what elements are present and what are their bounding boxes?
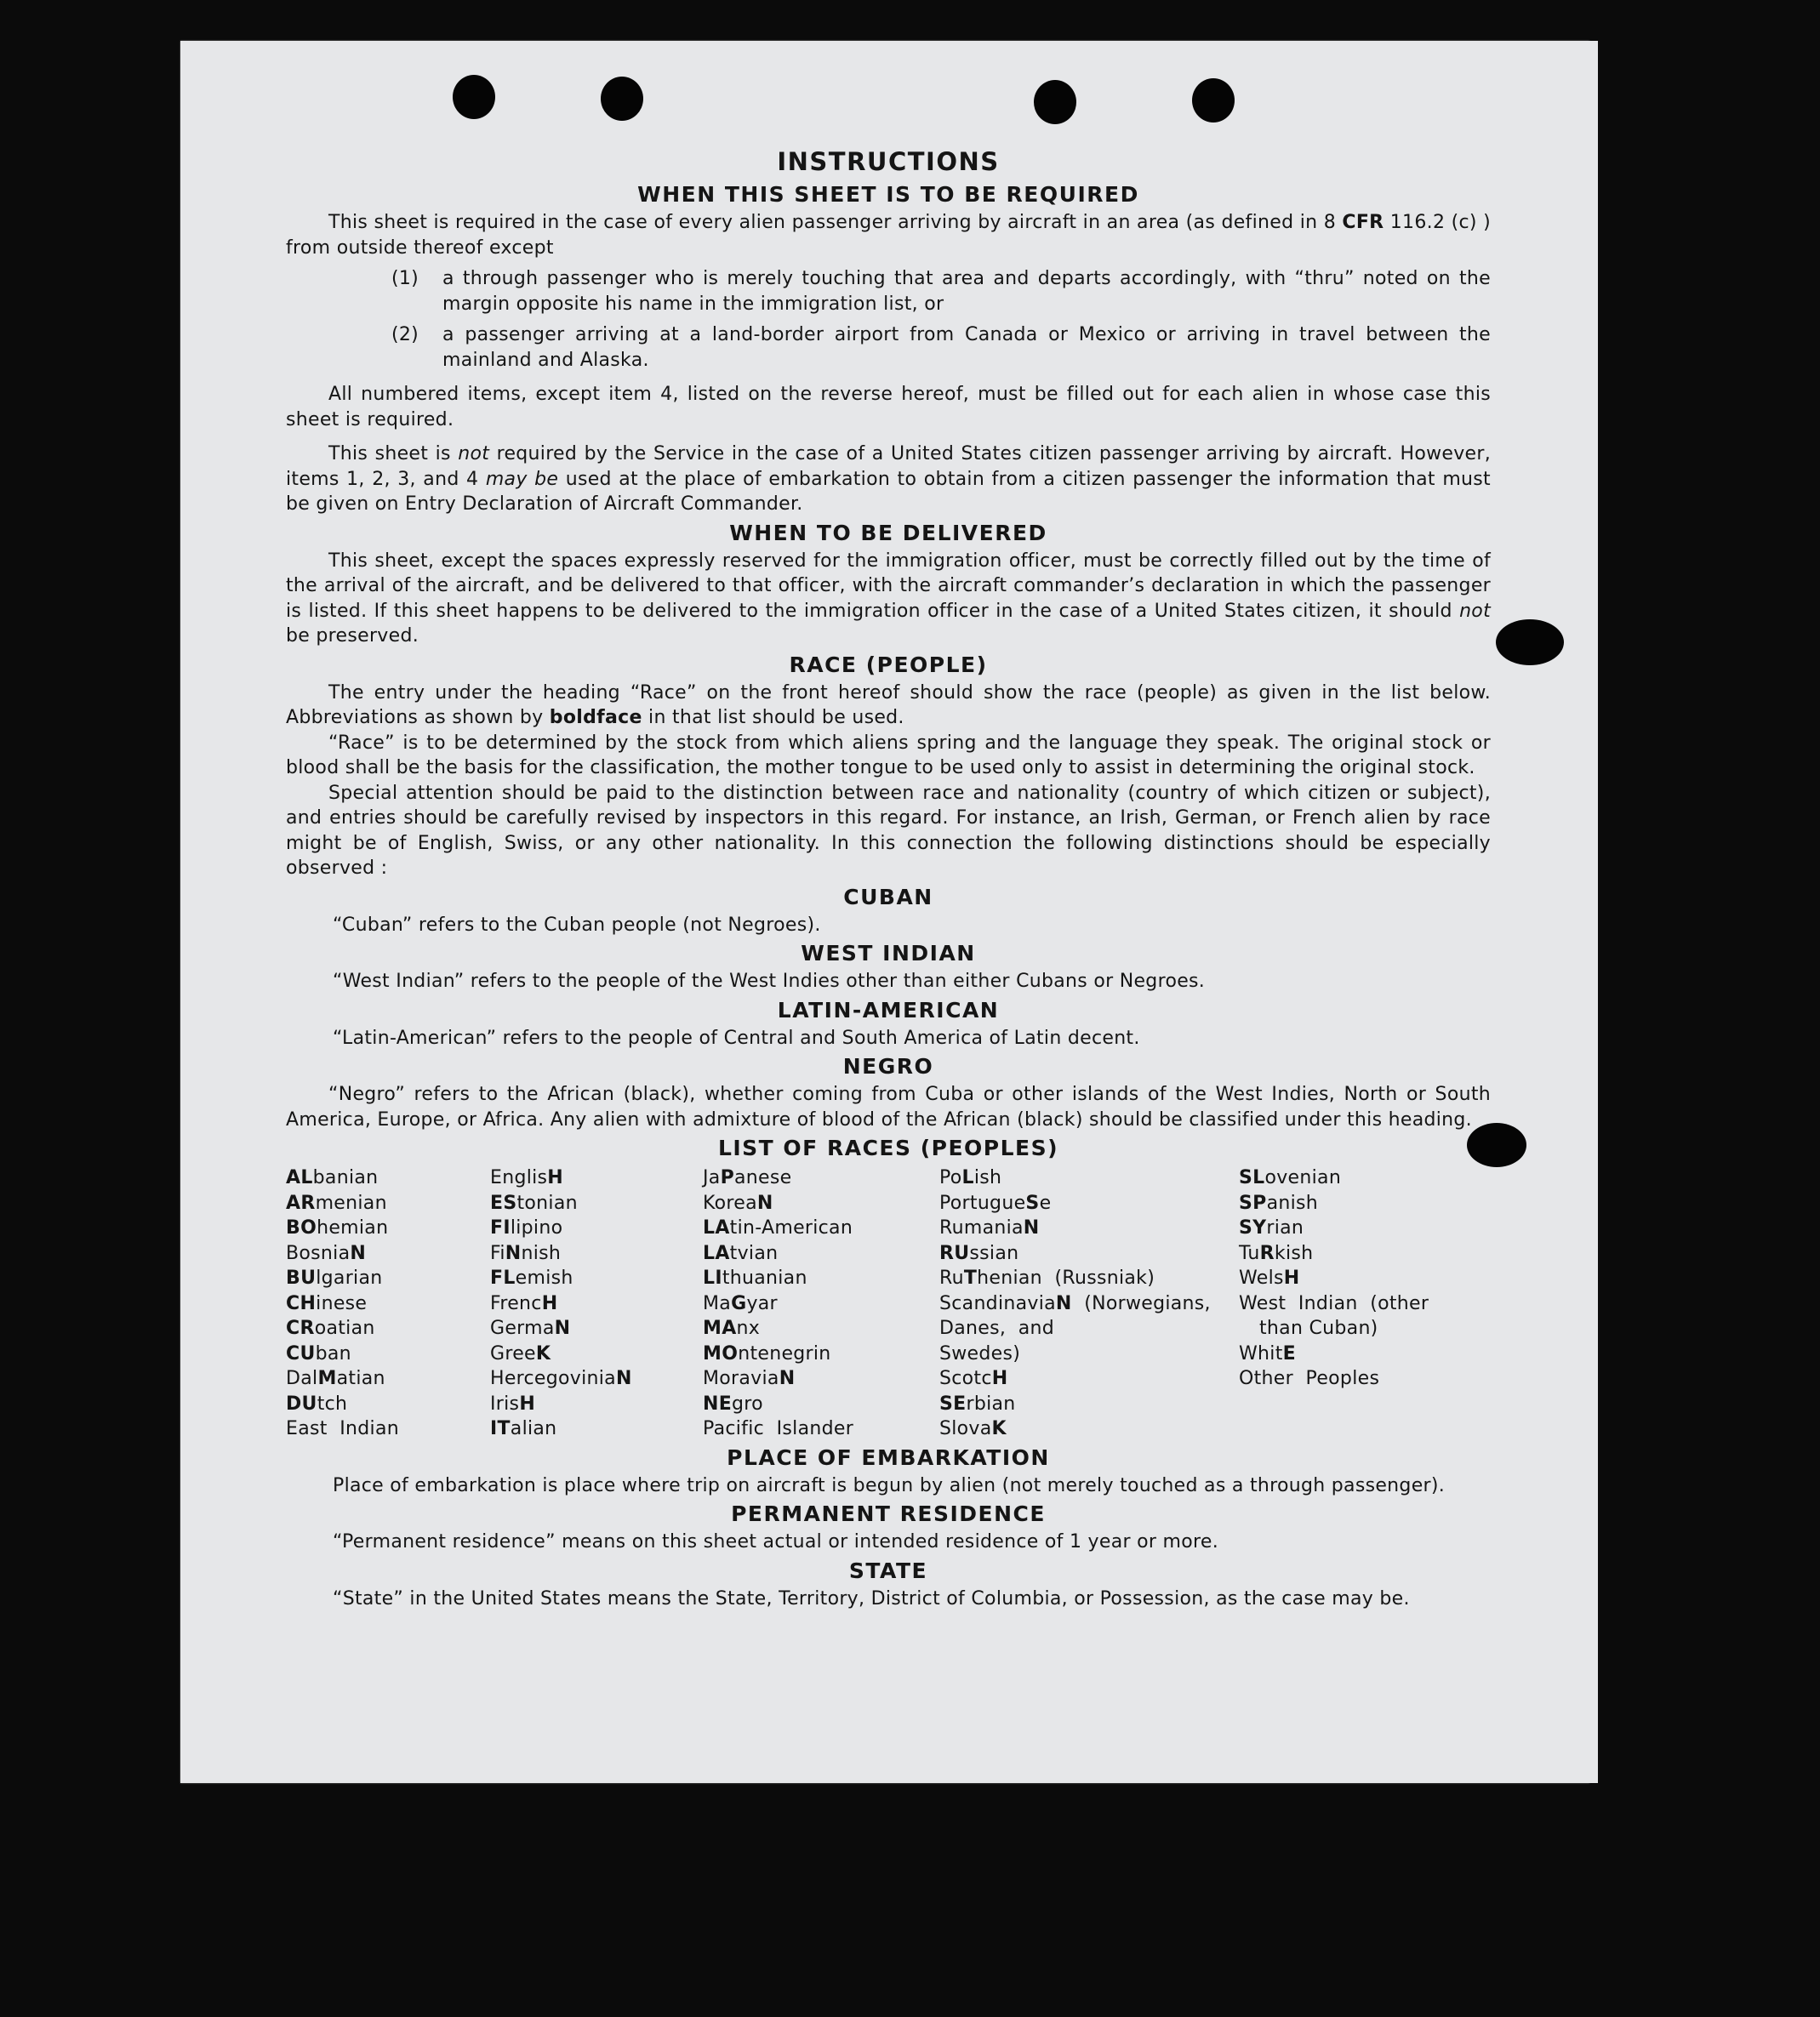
race-text: than Cuban) — [1259, 1318, 1378, 1339]
race-entry — [939, 1416, 1239, 1442]
item-text: a through passenger who is merely touching that area and departs accordingly, with “thru” noted on the margin opposite his name in the immigration list, or — [442, 268, 1491, 315]
paragraph: “Latin-American” refers to the people of Central and South America of Latin decent. — [333, 1027, 1140, 1049]
race-text: Gree — [490, 1342, 536, 1365]
race-text: West Indian (other — [1239, 1292, 1429, 1314]
race-text: Germa — [490, 1318, 555, 1339]
race-abbreviation: MA — [703, 1318, 737, 1339]
paragraph: Place of embarkation is place where trip on aircraft is begun by alien (not merely touched as a through passenger). — [333, 1474, 1446, 1496]
races-column — [490, 1165, 703, 1442]
text-bold: CFR — [1342, 212, 1384, 233]
race-entry — [703, 1191, 939, 1216]
race-text: oatian — [314, 1318, 375, 1339]
paragraph: “Permanent residence” means on this sheet actual or intended residence of 1 year or more. — [333, 1531, 1218, 1553]
race-entry — [703, 1241, 939, 1267]
punch-hole — [601, 77, 643, 121]
race-abbreviation: H — [547, 1167, 564, 1188]
race-entry — [286, 1241, 490, 1267]
list-item — [391, 266, 1491, 316]
punch-hole — [1034, 80, 1076, 124]
paragraph — [286, 210, 1491, 260]
race-entry — [490, 1392, 703, 1417]
section-heading-negro: NEGRO — [842, 1054, 934, 1079]
race-entry — [286, 1416, 490, 1442]
text: be preserved. — [286, 625, 419, 647]
race-abbreviation: H — [991, 1368, 1008, 1389]
ink-blot — [1496, 619, 1564, 665]
race-text: henian (Russniak) — [977, 1268, 1155, 1289]
race-abbreviation: LI — [703, 1268, 722, 1289]
race-text: Whit — [1239, 1342, 1283, 1365]
section-heading-west-indian: WEST INDIAN — [801, 941, 976, 966]
race-text: Bosnia — [286, 1242, 351, 1264]
section-heading-residence: PERMANENT RESIDENCE — [731, 1501, 1046, 1526]
text: This sheet, except the spaces expressly reserved for the immigration officer, must be correctly filled out by the time of the arrival of the aircraft, and be delivered to that officer, with the aircraft commander’s declaration in which the passenger is listed. If this sheet happens to be delivered to the immigration officer in the case of a United States citizen, it should — [286, 550, 1491, 622]
race-abbreviation: P — [720, 1167, 735, 1188]
race-text: Dal — [286, 1368, 318, 1389]
race-text: ovenian — [1264, 1167, 1342, 1188]
race-text: Portugue — [939, 1192, 1026, 1214]
race-text: atian — [336, 1368, 385, 1389]
race-entry — [939, 1392, 1239, 1417]
race-abbreviation: S — [1025, 1192, 1040, 1214]
race-abbreviation: LA — [703, 1242, 730, 1264]
race-text: Ru — [939, 1268, 964, 1289]
race-entry — [1239, 1216, 1486, 1241]
text-bold: boldface — [549, 707, 642, 728]
race-text: Iris — [490, 1393, 520, 1415]
text-italic: may be — [485, 468, 559, 490]
paragraph: All numbered items, except item 4, listed on the reverse hereof, must be filled out for each alien in whose case this sheet is required. — [286, 384, 1491, 430]
paragraph: Special attention should be paid to the distinction between race and nationality (country of which citizen or subject), and entries should be carefully revised by inspectors in this regard. For instance, an Irish, German, or French alien by race might be of English, Swiss, or any other nationality. In this connection the following distinctions should be especially observed : — [286, 782, 1491, 879]
race-entry — [286, 1342, 490, 1367]
race-entry — [490, 1266, 703, 1291]
paragraph: “Race” is to be determined by the stock from which aliens spring and the language they speak. The original stock or blood shall be the basis for the classification, the mother tongue to be used only to assist in determining the original stock. — [286, 732, 1491, 778]
race-abbreviation: MO — [703, 1342, 739, 1365]
race-text: Other Peoples — [1239, 1368, 1380, 1389]
paragraph: “West Indian” refers to the people of the West Indies other than either Cubans or Negroes. — [333, 971, 1206, 992]
text: This sheet is required in the case of every alien passenger arriving by aircraft in an area (as defined in 8 — [328, 212, 1343, 233]
race-entry — [490, 1191, 703, 1216]
race-text: East Indian — [286, 1418, 399, 1439]
races-column — [939, 1165, 1239, 1442]
race-text: nx — [736, 1318, 761, 1339]
race-text: Slova — [939, 1418, 992, 1439]
race-abbreviation: N — [1023, 1217, 1040, 1239]
race-abbreviation: SL — [1239, 1167, 1265, 1188]
race-abbreviation: SY — [1239, 1217, 1267, 1239]
text: required by the Service in the case of a United States citizen passenger arriving by aircraft. However, items 1, 2, 3, and 4 — [286, 443, 1492, 490]
race-abbreviation: CR — [286, 1318, 315, 1339]
race-text: (Norwegians, — [1071, 1292, 1211, 1314]
text: in that list should be used. — [642, 707, 904, 728]
race-text: Pacific Islander — [703, 1418, 854, 1439]
instructions-content — [286, 145, 1491, 1611]
section-heading-required: WHEN THIS SHEET IS TO BE REQUIRED — [637, 182, 1139, 207]
race-entry — [490, 1416, 703, 1442]
race-text: inese — [316, 1292, 368, 1314]
race-entry — [286, 1216, 490, 1241]
punch-hole — [1192, 78, 1235, 123]
race-entry — [286, 1392, 490, 1417]
paragraph — [286, 549, 1491, 649]
race-entry — [703, 1165, 939, 1191]
race-abbreviation: M — [317, 1368, 337, 1389]
paragraph: “Cuban” refers to the Cuban people (not Negroes). — [333, 914, 821, 936]
race-abbreviation: IT — [490, 1418, 511, 1439]
race-entry — [703, 1416, 939, 1442]
race-abbreviation: N — [756, 1192, 773, 1214]
text-italic: not — [1459, 600, 1491, 622]
race-abbreviation: BO — [286, 1217, 317, 1239]
race-text: Moravia — [703, 1368, 779, 1389]
race-text: lipino — [510, 1217, 563, 1239]
text: The entry under the heading “Race” on the front hereof should show the race (people) as given in the list below. Abbreviations as shown by — [286, 681, 1491, 728]
race-entry — [286, 1191, 490, 1216]
section-heading-latin-american: LATIN-AMERICAN — [777, 997, 1000, 1023]
race-entry — [1239, 1316, 1486, 1342]
section-heading-embarkation: PLACE OF EMBARKATION — [727, 1444, 1050, 1470]
race-text: e — [1039, 1192, 1052, 1214]
race-entry — [939, 1366, 1239, 1392]
race-abbreviation: K — [991, 1418, 1007, 1439]
race-abbreviation: N — [615, 1368, 632, 1389]
races-column — [703, 1165, 939, 1442]
race-text: Rumania — [939, 1217, 1024, 1239]
race-abbreviation: E — [1282, 1342, 1296, 1365]
race-text: Scotc — [939, 1368, 992, 1389]
race-abbreviation: R — [1259, 1242, 1275, 1264]
race-entry — [490, 1342, 703, 1367]
race-abbreviation: AR — [286, 1192, 316, 1214]
race-abbreviation: SP — [1239, 1192, 1267, 1214]
race-text: nish — [521, 1242, 562, 1264]
race-text: ntenegrin — [738, 1342, 831, 1365]
races-list — [286, 1165, 1491, 1442]
race-text: Tu — [1239, 1242, 1260, 1264]
race-entry — [939, 1266, 1239, 1291]
race-abbreviation: N — [1055, 1292, 1072, 1314]
race-text: lgarian — [316, 1268, 383, 1289]
race-abbreviation: N — [350, 1242, 367, 1264]
paragraph — [286, 681, 1491, 731]
item-text: a passenger arriving at a land-border airport from Canada or Mexico or arriving in travel between the mainland and Alaska. — [442, 324, 1491, 371]
race-abbreviation: N — [554, 1318, 571, 1339]
race-entry — [490, 1291, 703, 1317]
race-text: Englis — [490, 1167, 548, 1188]
race-text: alian — [510, 1418, 557, 1439]
race-text: tch — [317, 1393, 348, 1415]
race-text: Wels — [1239, 1268, 1284, 1289]
text-italic: not — [458, 443, 490, 464]
race-text: Ja — [703, 1167, 721, 1188]
race-entry — [703, 1366, 939, 1392]
race-abbreviation: LA — [703, 1217, 730, 1239]
page-title: INSTRUCTIONS — [777, 147, 1000, 176]
race-entry — [1239, 1241, 1486, 1267]
race-abbreviation: DU — [286, 1393, 317, 1415]
race-text: menian — [315, 1192, 387, 1214]
race-entry — [490, 1241, 703, 1267]
text: used at the place of embarkation to obtain from a citizen passenger the information that must be given on Entry Declaration of Aircraft Commander. — [286, 468, 1491, 515]
race-text: anese — [734, 1167, 792, 1188]
race-text: yar — [746, 1292, 778, 1314]
race-entry — [1239, 1191, 1486, 1216]
race-entry — [286, 1266, 490, 1291]
item-number: (2) — [391, 324, 419, 345]
race-text: rian — [1266, 1217, 1304, 1239]
race-entry — [703, 1266, 939, 1291]
race-text: tonian — [516, 1192, 578, 1214]
race-text: tvian — [729, 1242, 779, 1264]
race-abbreviation: FI — [490, 1217, 511, 1239]
race-abbreviation: K — [535, 1342, 551, 1365]
race-abbreviation: SE — [939, 1393, 967, 1415]
race-text: banian — [312, 1167, 379, 1188]
race-text: Frenc — [490, 1292, 542, 1314]
race-text: ssian — [969, 1242, 1019, 1264]
section-heading-race: RACE (PEOPLE) — [789, 652, 988, 677]
race-entry — [939, 1342, 1239, 1367]
race-entry — [703, 1392, 939, 1417]
race-text: Hercegovinia — [490, 1368, 616, 1389]
race-entry — [286, 1291, 490, 1317]
list-item — [391, 322, 1491, 373]
race-entry — [939, 1191, 1239, 1216]
race-entry — [490, 1165, 703, 1191]
race-abbreviation: G — [731, 1292, 747, 1314]
race-entry — [939, 1216, 1239, 1241]
race-abbreviation: CU — [286, 1342, 316, 1365]
race-abbreviation: N — [505, 1242, 522, 1264]
race-abbreviation: H — [541, 1292, 558, 1314]
race-text: tin-American — [729, 1217, 853, 1239]
race-entry — [703, 1342, 939, 1367]
race-entry — [939, 1241, 1239, 1267]
race-entry — [286, 1165, 490, 1191]
race-text: anish — [1266, 1192, 1319, 1214]
race-abbreviation: L — [961, 1167, 974, 1188]
race-entry — [1239, 1366, 1486, 1392]
race-abbreviation: N — [779, 1368, 796, 1389]
race-abbreviation: FL — [490, 1268, 516, 1289]
race-text: rbian — [966, 1393, 1016, 1415]
race-text: ban — [315, 1342, 351, 1365]
race-entry — [1239, 1342, 1486, 1367]
text: 116.2 (c) ) from outside thereof except — [286, 212, 1492, 259]
race-abbreviation: BU — [286, 1268, 317, 1289]
race-abbreviation: NE — [703, 1393, 733, 1415]
race-entry — [703, 1216, 939, 1241]
race-abbreviation: H — [1283, 1268, 1300, 1289]
race-entry — [939, 1316, 1239, 1342]
race-text: thuanian — [722, 1268, 807, 1289]
race-text: ish — [973, 1167, 1002, 1188]
race-text: Po — [939, 1167, 962, 1188]
race-text: Swedes) — [939, 1342, 1021, 1365]
races-column — [1239, 1165, 1486, 1442]
race-text: kish — [1274, 1242, 1314, 1264]
race-abbreviation: ES — [490, 1192, 517, 1214]
race-abbreviation: CH — [286, 1292, 317, 1314]
race-entry — [490, 1316, 703, 1342]
race-entry — [286, 1366, 490, 1392]
race-text: emish — [515, 1268, 573, 1289]
race-entry — [703, 1316, 939, 1342]
section-heading-state: STATE — [848, 1558, 928, 1583]
race-abbreviation: H — [519, 1393, 536, 1415]
paragraph — [286, 442, 1491, 517]
race-entry — [286, 1316, 490, 1342]
race-text: Scandinavia — [939, 1292, 1056, 1314]
race-entry — [490, 1366, 703, 1392]
race-entry — [1239, 1266, 1486, 1291]
paragraph: “State” in the United States means the State, Territory, District of Columbia, or Possession, as the case may be. — [333, 1587, 1410, 1610]
race-abbreviation: AL — [286, 1167, 313, 1188]
section-heading-list-of-races: LIST OF RACES (PEOPLES) — [717, 1136, 1059, 1160]
race-text: Fi — [490, 1242, 505, 1264]
text: This sheet is — [328, 443, 459, 464]
item-number: (1) — [391, 268, 419, 289]
race-text: Danes, and — [939, 1318, 1055, 1339]
race-abbreviation: T — [963, 1268, 978, 1289]
race-text: gro — [732, 1393, 763, 1415]
race-entry — [1239, 1165, 1486, 1191]
punch-hole — [453, 75, 495, 119]
race-text: Korea — [703, 1192, 757, 1214]
race-text: hemian — [317, 1217, 389, 1239]
section-heading-cuban: CUBAN — [843, 884, 933, 909]
document-sheet — [180, 41, 1589, 1783]
race-text: Ma — [703, 1292, 732, 1314]
section-heading-delivered: WHEN TO BE DELIVERED — [729, 520, 1047, 545]
race-entry — [490, 1216, 703, 1241]
race-abbreviation: RU — [939, 1242, 970, 1264]
paragraph: “Negro” refers to the African (black), whether coming from Cuba or other islands of the West Indies, North or South America, Europe, or Africa. Any alien with admixture of blood of the African (black) should be classified under this heading. — [286, 1084, 1491, 1131]
races-column — [286, 1165, 490, 1442]
race-entry — [939, 1165, 1239, 1191]
race-entry — [1239, 1291, 1486, 1317]
race-entry — [939, 1291, 1239, 1317]
race-entry — [703, 1291, 939, 1317]
